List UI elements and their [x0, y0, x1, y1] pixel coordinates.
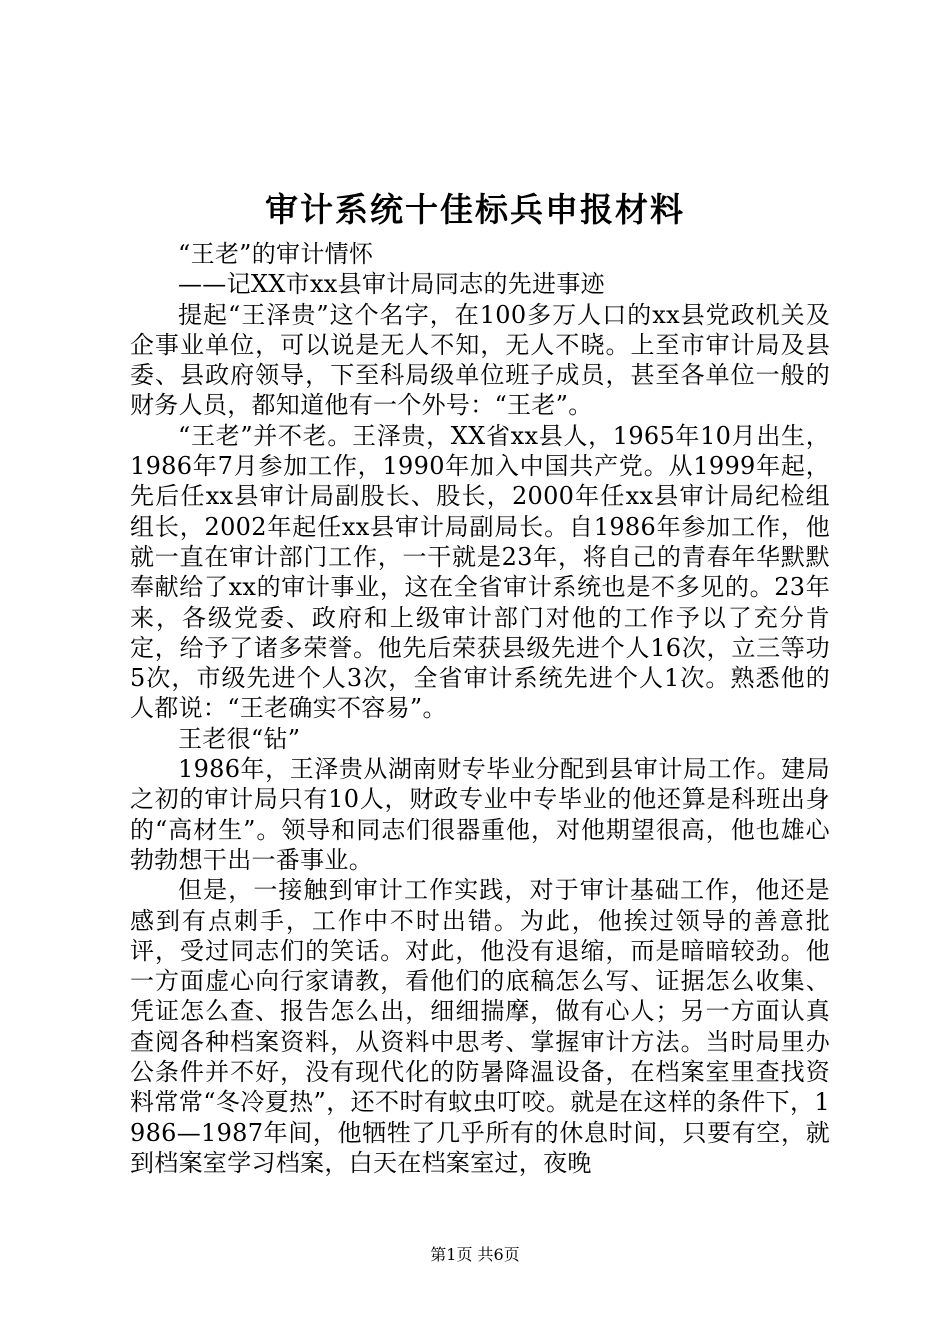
- body-paragraph: 但是，一接触到审计工作实践，对于审计基础工作，他还是感到有点刺手，工作中不时出错。为此，他挨过领导的善意批评，受过同志们的笑话。对此，他没有退缩，而是暗暗较劲。他一方面虚心向行家请教，看他们的底稿怎么写、证据怎么收集、凭证怎么查、报告怎么出，细细揣摩，做有心人；另一方面认真查阅各种档案资料，从资料中思考、掌握审计方法。当时局里办公条件并不好，没有现代化的防暑降温设备，在档案室里查找资料常常“冬冷夏热”，还不时有蚊虫叮咬。就是在这样的条件下，1986—1987年间，他牺牲了几乎所有的休息时间，只要有空，就到档案室学习档案，白天在档案室过，夜晚: [130, 876, 830, 1177]
- document-title: 审计系统十佳标兵申报材料: [265, 190, 685, 229]
- section-heading: 王老很“钻”: [178, 724, 301, 753]
- body-paragraph: 1986年，王泽贵从湖南财专毕业分配到县审计局工作。建局之初的审计局只有10人，财政专业中专毕业的他还算是科班出身的“高材生”。领导和同志们很器重他，对他期望很高，他也雄心勃勃想干出一番事业。: [130, 755, 830, 874]
- subtitle-paragraph: “王老”的审计情怀: [178, 240, 374, 268]
- subheading-paragraph: ——记XX市xx县审计局同志的先进事迹: [178, 270, 605, 299]
- body-paragraph: “王老”并不老。王泽贵，XX省xx县人，1965年10月出生，1986年7月参加工作，1990年加入中国共产党。从1999年起，先后任xx县审计局副股长、股长，2000年任xx县审计局纪检组组长，2002年起任xx县审计局副局长。自1986年参加工作，他就一直在审计部门工作，一干就是23年，将自己的青春年华默默奉献给了xx的审计事业，这在全省审计系统也是不多见的。23年来，各级党委、政府和上级审计部门对他的工作予以了充分肯定，给予了诸多荣誉。他先后荣获县级先进个人16次，立三等功5次，市级先进个人3次，全省审计系统先进个人1次。熟悉他的人都说：“王老确实不容易”。: [130, 421, 830, 723]
- body-paragraph: 提起“王泽贵”这个名字，在100多万人口的xx县党政机关及企事业单位，可以说是无人不知，无人不晓。上至市审计局及县委、县政府领导，下至科局级单位班子成员，甚至各单位一般的财务人员，都知道他有一个外号：“王老”。: [130, 300, 830, 420]
- page-footer: 第1页 共6页: [430, 1245, 520, 1264]
- document-body: [130, 239, 830, 1178]
